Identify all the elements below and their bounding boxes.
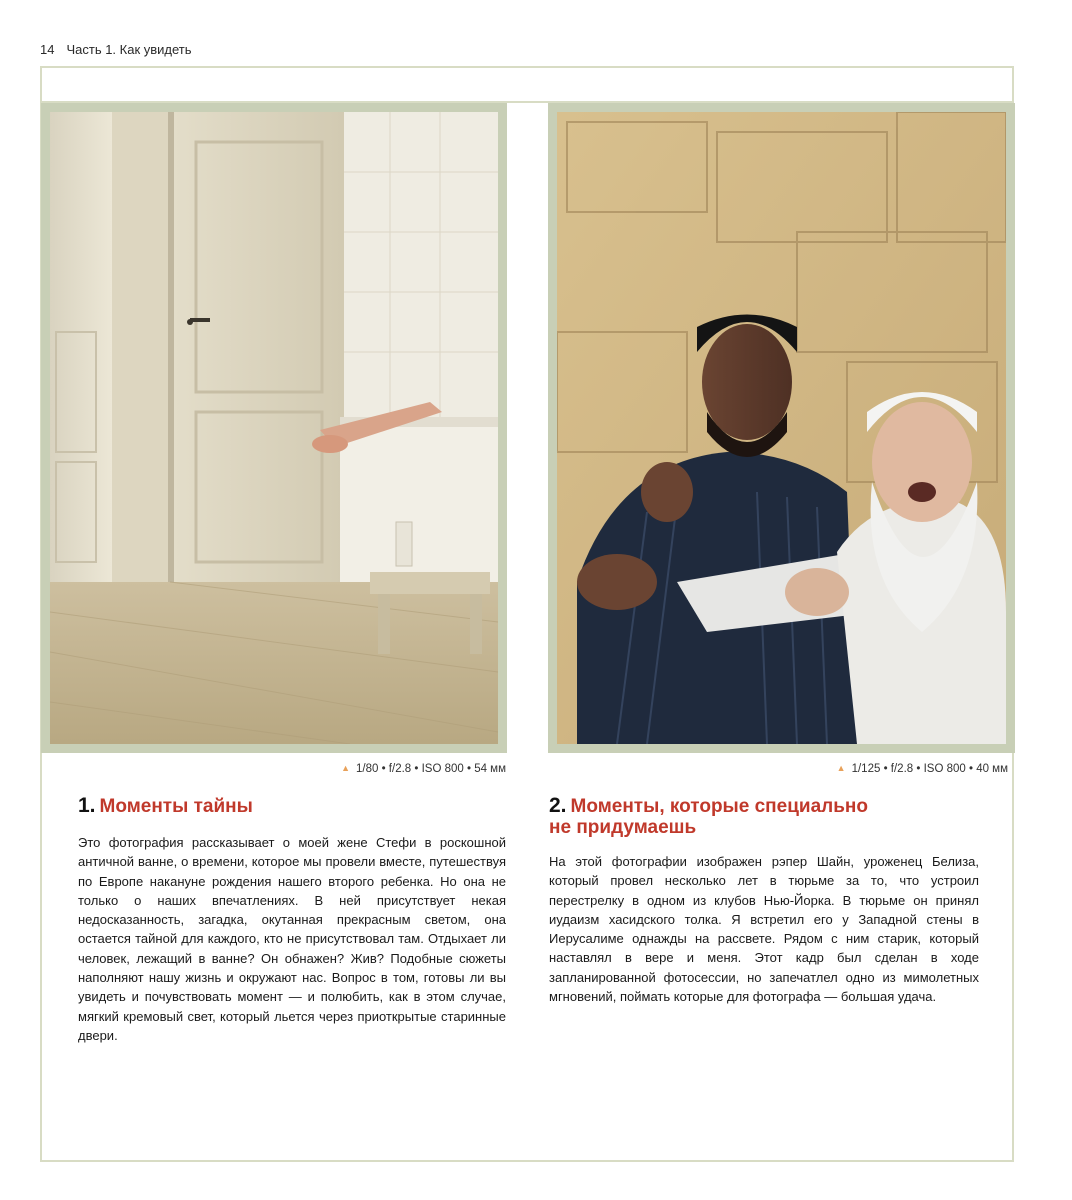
heading-title-1: Моменты тайны	[99, 796, 253, 817]
heading-title-2-line1: Моменты, которые специально	[570, 796, 868, 817]
exif-caption-1	[341, 763, 506, 775]
heading-title-2-line2: не придумаешь	[549, 817, 697, 838]
running-head	[40, 42, 192, 57]
exif-text-1: 1/80 • f/2.8 • ISO 800 • 54 мм	[356, 763, 506, 775]
triangle-icon: ▲	[341, 763, 350, 773]
photo-bathroom	[50, 112, 498, 744]
heading-2	[549, 795, 868, 838]
triangle-icon: ▲	[836, 763, 846, 773]
page-number: 14	[40, 42, 55, 57]
section-title: Часть 1. Как увидеть	[66, 42, 192, 57]
body-text-2: На этой фотографии изображен рэпер Шайн, уроженец Белиза, который провел несколько лет в тюрьме за то, что устроил перестрелку в одном из клубов Нью-Йорка. В тюрьме он принял иудаизм хасидского толка. Я встретил его у Западной стены в Иерусалиме однажды на рассвете. Рядом с ним старик, который наставлял в вере и меня. Этот кадр был сделан в ходе запланированной фотосессии, но запечатлел одно из мимолетных мгновений, поймать которые для фотографа — большая удача.	[549, 854, 979, 1005]
exif-caption-2	[837, 763, 1008, 775]
exif-text-2: 1/125 • f/2.8 • ISO 800 • 40 мм	[851, 763, 1008, 775]
heading-1	[78, 795, 253, 817]
body-text-1: Это фотография рассказывает о моей жене Стефи в роскошной античной ванне, о времени, которое мы провели вместе, путешествуя по Европе накануне рождения нашего второго ребенка. Но она не только о наших впечатлениях. В ней присутствует некая недосказанность, загадка, окутанная прекрасным светом, она остается тайной для каждого, кто не присутствовал там. Отдыхает ли человек, лежащий в ванне? Он обнажен? Жив? Подобные сюжеты наполняют нашу жизнь и окружают нас. Вопрос в том, готовы ли вы увидеть и почувствовать момент — и полюбить, как в этом случае, мягкий кремовый свет, который льется через приоткрытые старинные двери.	[78, 835, 506, 1043]
heading-number-1: 1.	[78, 794, 96, 817]
heading-number-2: 2.	[549, 794, 567, 817]
photo-1-mat	[41, 103, 507, 753]
photo-2-mat	[548, 103, 1015, 753]
photo-western-wall	[557, 112, 1006, 744]
